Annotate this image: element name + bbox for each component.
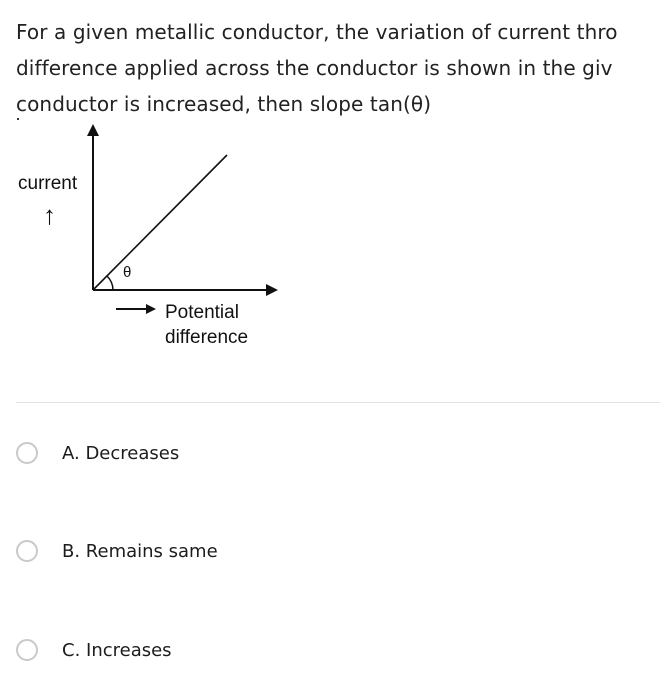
x-axis-arrowhead bbox=[266, 284, 278, 296]
option-a[interactable] bbox=[16, 439, 179, 467]
radio-button-a[interactable] bbox=[16, 442, 38, 464]
angle-arc bbox=[107, 276, 113, 290]
option-c-label: C. Increases bbox=[62, 639, 172, 661]
stray-mark bbox=[17, 118, 19, 120]
angle-label: θ bbox=[123, 264, 132, 281]
y-axis-arrowhead bbox=[87, 124, 99, 136]
divider bbox=[16, 402, 660, 403]
up-arrow-icon: ↑ bbox=[43, 200, 56, 230]
question-line-1: For a given metallic conductor, the variation of current thro bbox=[16, 20, 618, 44]
current-vs-potential-diagram bbox=[0, 112, 320, 362]
x-axis-label-line2: difference bbox=[165, 327, 249, 348]
right-arrowhead bbox=[146, 304, 156, 314]
question-line-2: difference applied across the conductor is shown in the giv bbox=[16, 56, 613, 80]
x-axis-label-line1: Potential bbox=[165, 302, 239, 323]
radio-button-b[interactable] bbox=[16, 540, 38, 562]
option-a-label: A. Decreases bbox=[62, 442, 180, 464]
option-c[interactable] bbox=[16, 636, 172, 664]
question-text bbox=[16, 14, 660, 122]
option-b-label: B. Remains same bbox=[62, 540, 218, 562]
option-b[interactable] bbox=[16, 537, 218, 565]
y-axis-label: current bbox=[18, 173, 78, 194]
current-line bbox=[93, 155, 227, 290]
radio-button-c[interactable] bbox=[16, 639, 38, 661]
question-line-3: conductor is increased, then slope tan(θ) bbox=[16, 92, 432, 116]
